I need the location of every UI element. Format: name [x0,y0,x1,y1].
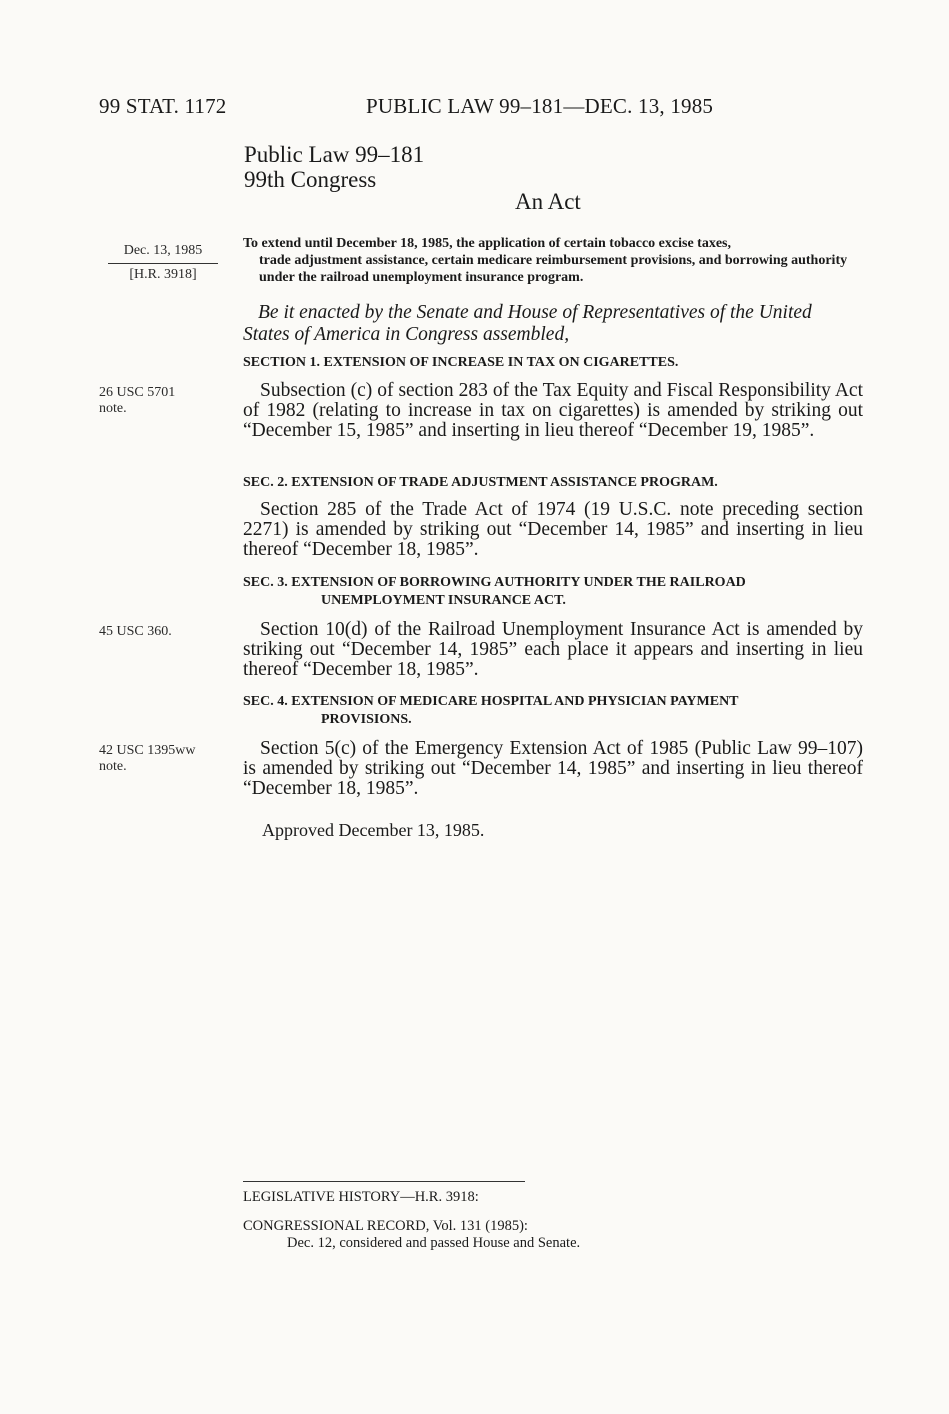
margin-note-suffix: note. [99,759,127,774]
legislative-history-entry: Dec. 12, considered and passed House and Senate. [287,1235,581,1251]
section-1-heading [243,354,863,372]
section-heading-text: SEC. 2. EXTENSION OF TRADE ADJUSTMENT ASSISTANCE PROGRAM. [243,475,718,490]
bill-number: [H.R. 3918] [129,267,197,282]
margin-note-citation: 42 USC 1395ww [99,743,196,758]
margin-note-45-usc-360: 45 USC 360. [99,624,172,639]
section-1-body: Subsection (c) of section 283 of the Tax Equity and Fiscal Responsibility Act of 1982 (relating to increase in tax on cigarettes) is amended by striking out “December 15, 1985” and inserting in lieu thereof “December 19, 1985”. [243,380,863,441]
section-4-heading [243,693,863,729]
page-header-law: PUBLIC LAW 99–181—DEC. 13, 1985 [366,94,714,118]
margin-note-suffix: note. [99,401,127,416]
enacting-clause: Be it enacted by the Senate and House of Representatives of the United States of America in Congress assembled, [243,302,812,345]
section-heading-continuation: PROVISIONS. [321,712,412,727]
act-purpose [243,235,864,286]
section-2-body: Section 285 of the Trade Act of 1974 (19 U.S.C. note preceding section 2271) is amended by striking out “December 14, 1985” and inserting in lieu thereof “December 18, 1985”. [243,499,863,560]
section-heading-continuation: UNEMPLOYMENT INSURANCE ACT. [321,593,566,608]
section-heading-text: SEC. 4. EXTENSION OF MEDICARE HOSPITAL AND PHYSICIAN PAYMENT [243,694,739,709]
page-header-stat: 99 STAT. 1172 [99,94,227,118]
public-law-number: Public Law 99–181 [244,142,425,167]
section-2-heading [243,474,863,492]
section-3-heading [243,574,863,610]
congressional-record: CONGRESSIONAL RECORD, Vol. 131 (1985): [243,1218,528,1234]
section-3-body: Section 10(d) of the Railroad Unemployment Insurance Act is amended by striking out “December 14, 1985” each place it appears and inserting in lieu thereof “December 18, 1985”. [243,619,863,680]
purpose-first-line: To extend until December 18, 1985, the application of certain tobacco excise taxes, [243,236,731,251]
margin-note-26-usc-5701 [99,385,175,417]
legislative-history-title: LEGISLATIVE HISTORY—H.R. 3918: [243,1189,479,1205]
margin-note-42-usc-1395ww [99,743,195,775]
approval-line: Approved December 13, 1985. [262,820,485,840]
enactment-date-block [100,243,226,283]
footnote-divider [243,1181,525,1182]
margin-note-citation: 26 USC 5701 [99,385,176,400]
section-4-body: Section 5(c) of the Emergency Extension Act of 1985 (Public Law 99–107) is amended by striking out “December 14, 1985” and inserting in lieu thereof “December 18, 1985”. [243,738,863,799]
law-title-block [244,142,424,192]
section-heading-text: SECTION 1. EXTENSION OF INCREASE IN TAX ON CIGARETTES. [243,355,679,370]
congress-number: 99th Congress [244,167,377,192]
date-divider [108,263,218,264]
act-title: An Act [515,189,581,214]
enactment-date: Dec. 13, 1985 [123,243,203,258]
purpose-continuation: trade adjustment assistance, certain medicare reimbursement provisions, and borrowing authority under the railroad unemployment insurance program. [259,253,848,285]
section-heading-text: SEC. 3. EXTENSION OF BORROWING AUTHORITY UNDER THE RAILROAD [243,575,746,590]
